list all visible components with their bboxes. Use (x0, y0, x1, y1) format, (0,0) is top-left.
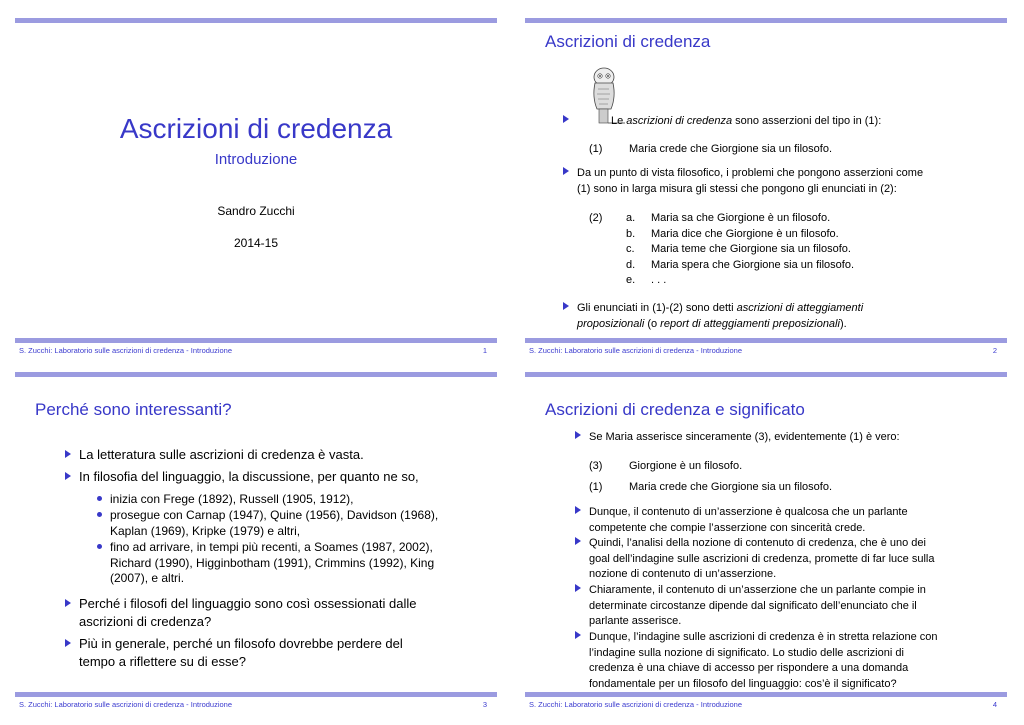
slide-footer (15, 692, 497, 720)
bullet-triangle-icon (563, 302, 569, 310)
slide-title: Ascrizioni di credenza (119, 113, 393, 144)
bullet-triangle-icon (575, 506, 581, 514)
footer-text: S. Zucchi: Laboratorio sulle ascrizioni di credenza - Introduzione (529, 700, 743, 709)
bullet-triangle-icon (575, 431, 581, 439)
footer-text: S. Zucchi: Laboratorio sulle ascrizioni di credenza - Introduzione (529, 346, 743, 355)
bullet-4: Più in generale, perché un filosofo dovrebbe perdere del tempo a riflettere su di esse? (65, 635, 403, 671)
slide-top-bar (15, 372, 497, 377)
bullet-2: Dunque, il contenuto di un’asserzione è qualcosa che un parlante competente che compie l’asserzione con sincerità crede. (575, 505, 908, 536)
slide-2 (525, 18, 1007, 366)
bullet-2: In filosofia del linguaggio, la discussione, per quanto ne so, (65, 468, 419, 486)
bullet-dot-icon (97, 544, 102, 549)
page-number: 2 (992, 346, 997, 355)
bullet-3: Perché i filosofi del linguaggio sono così ossessionati dalle ascrizioni di credenza? (65, 595, 416, 631)
bullet-triangle-icon (65, 599, 71, 607)
footer-text: S. Zucchi: Laboratorio sulle ascrizioni di credenza - Introduzione (19, 700, 233, 709)
slide-1 (15, 18, 497, 366)
slide-top-bar (525, 372, 1007, 377)
bullet-dot-icon (97, 496, 102, 501)
footer-text: S. Zucchi: Laboratorio sulle ascrizioni di credenza - Introduzione (19, 346, 233, 355)
bullet-3: Quindi, l’analisi della nozione di contenuto di credenza, che è uno dei goal dell’indagine sulle ascrizioni di credenza, promette di far luce sulla nozione di contenuto di un’asserzione. (575, 536, 934, 583)
slide-title: Ascrizioni di credenza (545, 32, 711, 51)
bullet-triangle-icon (575, 537, 581, 545)
slide-4 (525, 372, 1007, 720)
sub-bullet-2: prosegue con Carnap (1947), Quine (1956), Davidson (1968), Kaplan (1969), Kripke (1979) e altri, (97, 508, 438, 539)
page-number: 4 (992, 700, 997, 709)
slide-footer (525, 692, 1007, 720)
bullet-dot-icon (97, 512, 102, 517)
example-2: (2) a. Maria sa che Giorgione è un filosofo. b. Maria dice che Giorgione è un filosofo. c. Maria teme che Giorgione sia un filosofo. d. Maria spera che Giorgione sia un filosofo. e. . . . (589, 212, 854, 286)
bullet-3: Gli enunciati in (1)-(2) sono detti ascrizioni di atteggiamenti proposizionali (o report di atteggiamenti preposizionali). (563, 301, 863, 332)
slide-3 (15, 372, 497, 720)
sub-bullet-3: fino ad arrivare, in tempi più recenti, a Soames (1987, 2002), Richard (1990), Higginbotham (1991), Crimmins (1992), King (2007), e altri. (97, 540, 434, 587)
bullet-5: Dunque, l’indagine sulle ascrizioni di credenza è in stretta relazione con l’indagine sulla nozione di significato. Lo studio delle ascrizioni di credenza è una chiave di accesso per rispondere a una domanda fondamentale per un filosofo del linguaggio: cos’è il significato? (575, 630, 938, 692)
sub-bullet-1: inizia con Frege (1892), Russell (1905, 1912), (97, 492, 353, 508)
date: 2014-15 (233, 236, 279, 250)
slide-title: Perché sono interessanti? (35, 400, 232, 419)
bullet-1: La letteratura sulle ascrizioni di credenza è vasta. (65, 446, 364, 464)
bullet-triangle-icon (65, 639, 71, 647)
bullet-triangle-icon (563, 167, 569, 175)
slide-top-bar (15, 18, 497, 23)
page-number: 3 (482, 700, 487, 709)
page-number: 1 (482, 346, 487, 355)
example-1: (1) Maria crede che Giorgione sia un filosofo. (589, 143, 832, 155)
bullet-2: Da un punto di vista filosofico, i problemi che pongono asserzioni come (1) sono in larga misura gli stessi che pongono gli enunciati in (2): (563, 166, 923, 197)
bullet-1: Se Maria asserisce sinceramente (3), evidentemente (1) è vero: (575, 430, 900, 446)
slide-footer (525, 338, 1007, 366)
author: Sandro Zucchi (217, 204, 295, 218)
slide-top-bar (525, 18, 1007, 23)
example-1: (1) Maria crede che Giorgione sia un filosofo. (589, 481, 832, 493)
bullet-4: Chiaramente, il contenuto di un’asserzione che un parlante compie in determinate circostanze dipende dal significato dell’enunciato che il parlante asserisce. (575, 583, 926, 630)
bullet-1: Le ascrizioni di credenza sono asserzioni del tipo in (1): (563, 114, 881, 130)
slide-footer (15, 338, 497, 366)
bullet-triangle-icon (65, 472, 71, 480)
slide-title: Ascrizioni di credenza e significato (545, 400, 805, 419)
bullet-triangle-icon (65, 450, 71, 458)
bullet-triangle-icon (563, 115, 569, 123)
bullet-triangle-icon (575, 631, 581, 639)
slide-subtitle: Introduzione (214, 151, 298, 168)
bullet-triangle-icon (575, 584, 581, 592)
example-3: (3) Giorgione è un filosofo. (589, 460, 743, 472)
